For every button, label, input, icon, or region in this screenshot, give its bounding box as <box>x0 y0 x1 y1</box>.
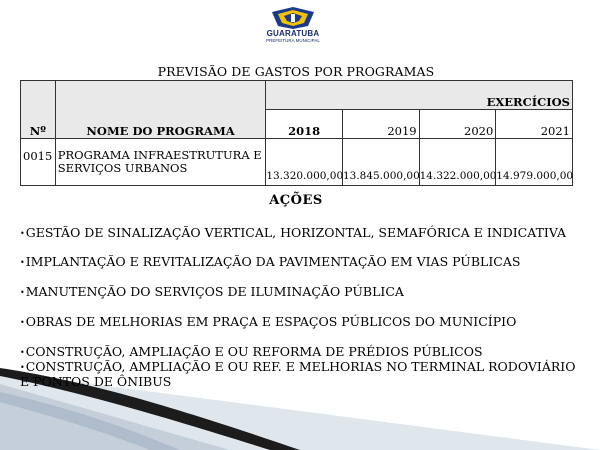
coat-of-arms-icon <box>270 6 316 30</box>
acao-text: MANUTENÇÃO DO SERVIÇOS DE ILUMINAÇÃO PÚBLICA <box>25 284 404 299</box>
value-cell: 13.320.000,00 <box>266 139 343 186</box>
acao-text: OBRAS DE MELHORIAS EM PRAÇA E ESPAÇOS PÚBLICOS DO MUNICÍPIO <box>25 314 517 329</box>
bullet-icon: • <box>20 317 25 327</box>
bullet-icon: • <box>20 347 25 357</box>
bullet-icon: • <box>20 228 25 238</box>
column-header-program-name: NOME DO PROGRAMA <box>55 81 266 139</box>
list-item <box>20 255 580 270</box>
list-item <box>20 345 580 360</box>
bullet-icon: • <box>20 257 25 267</box>
program-number: 0015 <box>21 139 56 186</box>
list-item <box>20 285 580 300</box>
list-item <box>20 360 580 389</box>
column-header-number: Nº <box>21 81 56 139</box>
year-header: 2018 <box>266 110 343 139</box>
logo-name: GUARATUBA <box>266 29 320 38</box>
value-cell: 14.979.000,00 <box>496 139 573 186</box>
year-header: 2019 <box>342 110 419 139</box>
acao-text: CONSTRUÇÃO, AMPLIAÇÃO E OU REF. E MELHORIAS NO TERMINAL RODOVIÁRIO E PONTOS DE ÔNIBUS <box>20 359 576 389</box>
table-header-row-1 <box>21 81 573 110</box>
page-title: PREVISÃO DE GASTOS POR PROGRAMAS <box>157 64 435 79</box>
acao-text: GESTÃO DE SINALIZAÇÃO VERTICAL, HORIZONTAL, SEMAFÓRICA E INDICATIVA <box>25 225 567 240</box>
program-name: PROGRAMA INFRAESTRUTURA E SERVIÇOS URBANOS <box>55 139 266 186</box>
value-cell: 14.322.000,00 <box>419 139 496 186</box>
municipal-logo <box>262 6 324 50</box>
list-item <box>20 315 580 330</box>
logo-subtitle: PREFEITURA MUNICIPAL <box>266 38 320 43</box>
budget-table <box>20 80 573 186</box>
acoes-heading: AÇÕES <box>269 193 323 208</box>
list-item <box>20 226 580 241</box>
acao-text: IMPLANTAÇÃO E REVITALIZAÇÃO DA PAVIMENTAÇÃO EM VIAS PÚBLICAS <box>25 254 521 269</box>
column-group-exercicios: EXERCÍCIOS <box>266 81 573 110</box>
table-row <box>21 139 573 186</box>
value-cell: 13.845.000,00 <box>342 139 419 186</box>
year-header: 2020 <box>419 110 496 139</box>
acao-text: CONSTRUÇÃO, AMPLIAÇÃO E OU REFORMA DE PRÉDIOS PÚBLICOS <box>25 344 483 359</box>
bullet-icon: • <box>20 362 25 372</box>
year-header: 2021 <box>496 110 573 139</box>
bullet-icon: • <box>20 287 25 297</box>
